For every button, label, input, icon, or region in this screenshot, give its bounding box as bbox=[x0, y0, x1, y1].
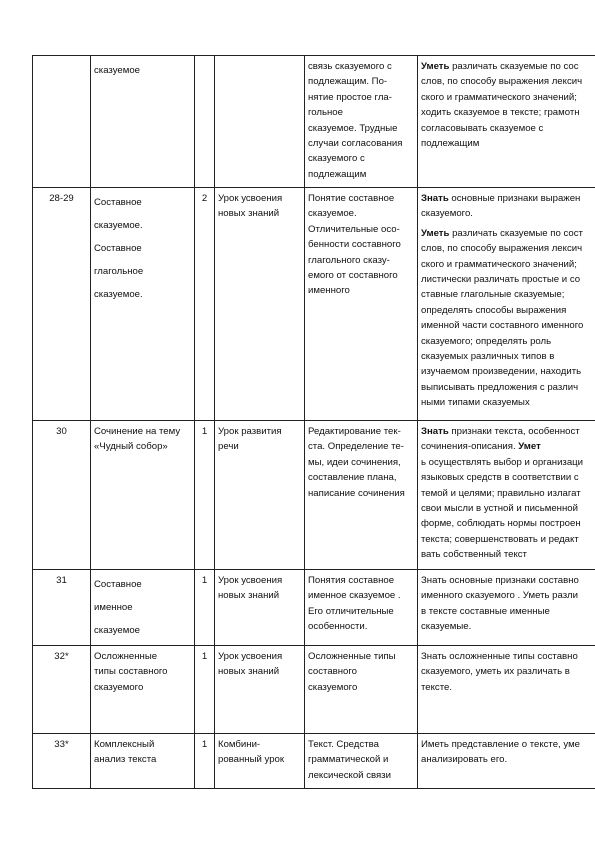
hours-count: 1 bbox=[195, 570, 215, 646]
table-row bbox=[33, 570, 595, 646]
requirement-text: признаки текста, особенност сочинения-описания. bbox=[421, 426, 580, 453]
hours-count: 2 bbox=[195, 188, 215, 421]
lesson-number: 32* bbox=[33, 646, 91, 734]
lesson-type: Урок усвоения новых знаний bbox=[215, 188, 305, 421]
requirement-text: ь осуществлять выбор и организаци языковых средств в соответствии с темой и целями; правильно излагат свои мысли в устной и письменной форме, соблюдать нормы построен текста; совершенствовать и редакт вать собственный текст bbox=[421, 456, 584, 561]
lesson-topic: Комплексный анализ текста bbox=[91, 734, 195, 789]
lesson-requirements bbox=[418, 570, 595, 646]
lesson-requirements bbox=[418, 646, 595, 734]
lesson-number: 33* bbox=[33, 734, 91, 789]
requirement-keyword: Уметь bbox=[421, 227, 450, 239]
hours-count: 1 bbox=[195, 646, 215, 734]
requirement-keyword: Знать bbox=[421, 426, 449, 437]
lesson-type bbox=[215, 56, 305, 188]
lesson-requirements bbox=[418, 188, 595, 421]
lesson-topic: Составное именное сказуемое bbox=[91, 570, 195, 646]
requirement-text: Знать осложненные типы составно сказуемого, уметь их различать в тексте. bbox=[421, 651, 578, 693]
lesson-type: Урок развития речи bbox=[215, 421, 305, 570]
table-row bbox=[33, 646, 595, 734]
lesson-requirements bbox=[418, 421, 595, 570]
requirement-keyword: Знать bbox=[421, 193, 449, 204]
table-row bbox=[33, 421, 595, 570]
lesson-number: 28-29 bbox=[33, 188, 91, 421]
lesson-topic: сказуемое bbox=[91, 56, 195, 188]
lesson-content: Редактирование тек- ста. Определение те- мы, идеи сочинения, составление плана, написание сочинения bbox=[305, 421, 418, 570]
requirement-keyword: Уметь bbox=[421, 61, 450, 72]
lesson-number bbox=[33, 56, 91, 188]
table-row bbox=[33, 188, 595, 421]
lesson-type: Комбини- рованный урок bbox=[215, 734, 305, 789]
requirement-text: основные признаки выражен сказуемого. bbox=[421, 193, 581, 220]
curriculum-table-wrapper bbox=[32, 55, 595, 789]
table-row bbox=[33, 56, 595, 188]
requirement-text: различать сказуемые по сос слов, по способу выражения лексич ского и грамматического значений; ходить сказуемое в тексте; грамотн согласовывать сказуемое с подлежащим bbox=[421, 61, 583, 150]
lesson-content: Понятия составное именное сказуемое . Его отличительные особенности. bbox=[305, 570, 418, 646]
hours-count: 1 bbox=[195, 734, 215, 789]
lesson-content: связь сказуемого с подлежащим. По- нятие простое гла- гольное сказуемое. Трудные случаи согласования сказуемого с подлежащим bbox=[305, 56, 418, 188]
hours-count bbox=[195, 56, 215, 188]
lesson-topic: Осложненные типы составного сказуемого bbox=[91, 646, 195, 734]
lesson-requirements bbox=[418, 734, 595, 789]
lesson-type: Урок усвоения новых знаний bbox=[215, 570, 305, 646]
lesson-topic: Сочинение на тему «Чудный собор» bbox=[91, 421, 195, 570]
lesson-requirements bbox=[418, 56, 595, 188]
lesson-content: Понятие составное сказуемое. Отличительные осо- бенности составного глагольного сказу- емого от составного именного bbox=[305, 188, 418, 421]
curriculum-table bbox=[32, 55, 595, 789]
requirement-text: Иметь представление о тексте, уме анализировать его. bbox=[421, 739, 581, 766]
table-row bbox=[33, 734, 595, 789]
requirement-text: Знать основные признаки составно именного сказуемого . Уметь разли в тексте составные именные сказуемые. bbox=[421, 575, 579, 633]
lesson-topic: Составное сказуемое. Составное глагольное сказуемое. bbox=[91, 188, 195, 421]
lesson-number: 30 bbox=[33, 421, 91, 570]
requirement-text: различать сказуемые по сост слов, по способу выражения лексич ского и грамматического значений; листически различать простые и со ставные глагольные сказуемые; определять способы выражения именной части составного именного сказуемого; определять роль сказуемых различных типов в изучаемом произведении, находить выписывать предложения с различ ными типами сказуемых bbox=[421, 227, 584, 409]
lesson-content: Текст. Средства грамматической и лексической связи bbox=[305, 734, 418, 789]
lesson-number: 31 bbox=[33, 570, 91, 646]
lesson-type: Урок усвоения новых знаний bbox=[215, 646, 305, 734]
hours-count: 1 bbox=[195, 421, 215, 570]
requirement-keyword: Умет bbox=[518, 441, 541, 453]
lesson-content: Осложненные типы составного сказуемого bbox=[305, 646, 418, 734]
